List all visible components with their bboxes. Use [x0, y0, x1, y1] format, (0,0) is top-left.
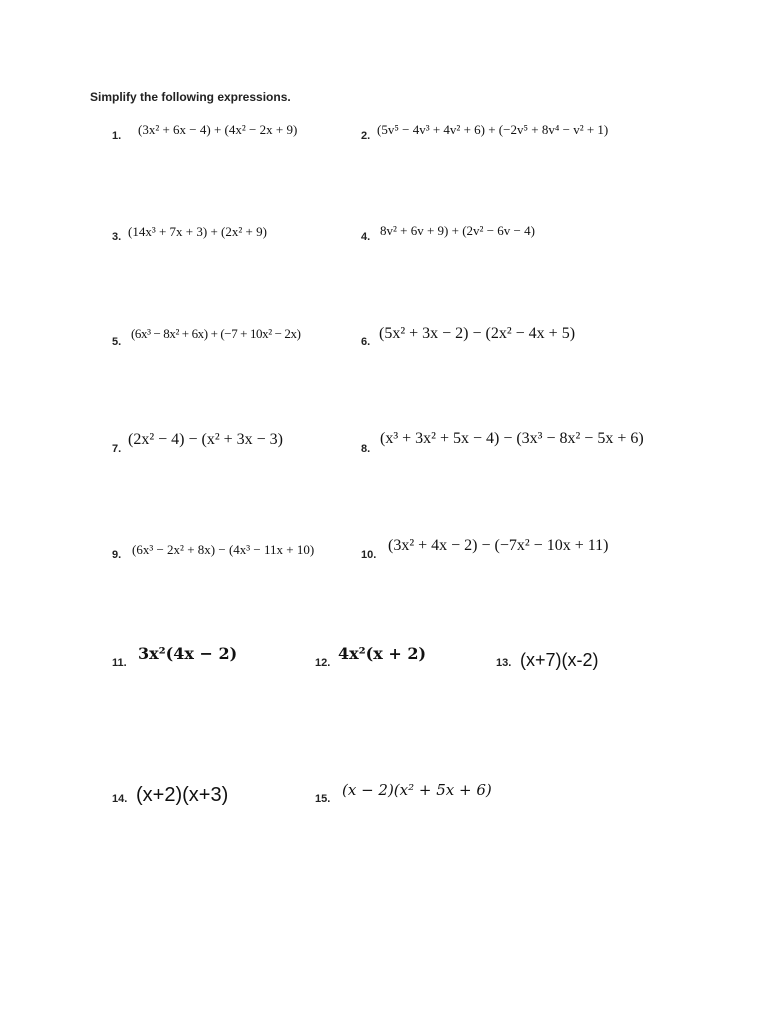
problem-expression: (x+2)(x+3)	[136, 784, 229, 806]
problem-expression: (5x² + 3x − 2) − (2x² − 4x + 5)	[379, 325, 576, 342]
problem-number: 1.	[112, 130, 122, 142]
problem-number: 4.	[361, 231, 371, 243]
instructions-heading: Simplify the following expressions.	[90, 90, 291, 104]
problem-expression: (5v⁵ − 4v³ + 4v² + 6) + (−2v⁵ + 8v⁴ − v² + 1)	[377, 122, 609, 137]
problem-number: 10.	[361, 549, 377, 561]
problem-number: 15.	[315, 793, 331, 805]
problem-expression: (x³ + 3x² + 5x − 4) − (3x³ − 8x² − 5x + 6)	[380, 430, 644, 447]
problem-number: 2.	[361, 130, 371, 142]
problem-expression: 3x²(4x − 2)	[138, 644, 238, 663]
problem-expression: (x+7)(x-2)	[520, 650, 599, 670]
problem-expression: 4x²(x + 2)	[338, 644, 427, 663]
problem-expression: (2x² − 4) − (x² + 3x − 3)	[128, 431, 283, 448]
problem-number: 5.	[112, 336, 122, 348]
problem-number: 8.	[361, 443, 371, 455]
problem-number: 13.	[496, 657, 512, 669]
problem-number: 3.	[112, 231, 122, 243]
problem-expression: (3x² + 4x − 2) − (−7x² − 10x + 11)	[388, 537, 609, 554]
problem-number: 12.	[315, 657, 331, 669]
problem-expression: (6x³ − 2x² + 8x) − (4x³ − 11x + 10)	[132, 542, 315, 557]
problem-expression: 8v² + 6v + 9) + (2v² − 6v − 4)	[380, 223, 535, 238]
problem-number: 7.	[112, 443, 122, 455]
problem-expression: (14x³ + 7x + 3) + (2x² + 9)	[128, 224, 267, 239]
problem-expression: (6x³ − 8x² + 6x) + (−7 + 10x² − 2x)	[131, 326, 301, 341]
problem-number: 9.	[112, 549, 122, 561]
problem-expression: (3x² + 6x − 4) + (4x² − 2x + 9)	[138, 122, 298, 137]
problem-number: 14.	[112, 793, 128, 805]
problem-number: 6.	[361, 336, 371, 348]
problem-expression: (x − 2)(x² + 5x + 6)	[342, 781, 492, 799]
problem-number: 11.	[112, 657, 127, 669]
